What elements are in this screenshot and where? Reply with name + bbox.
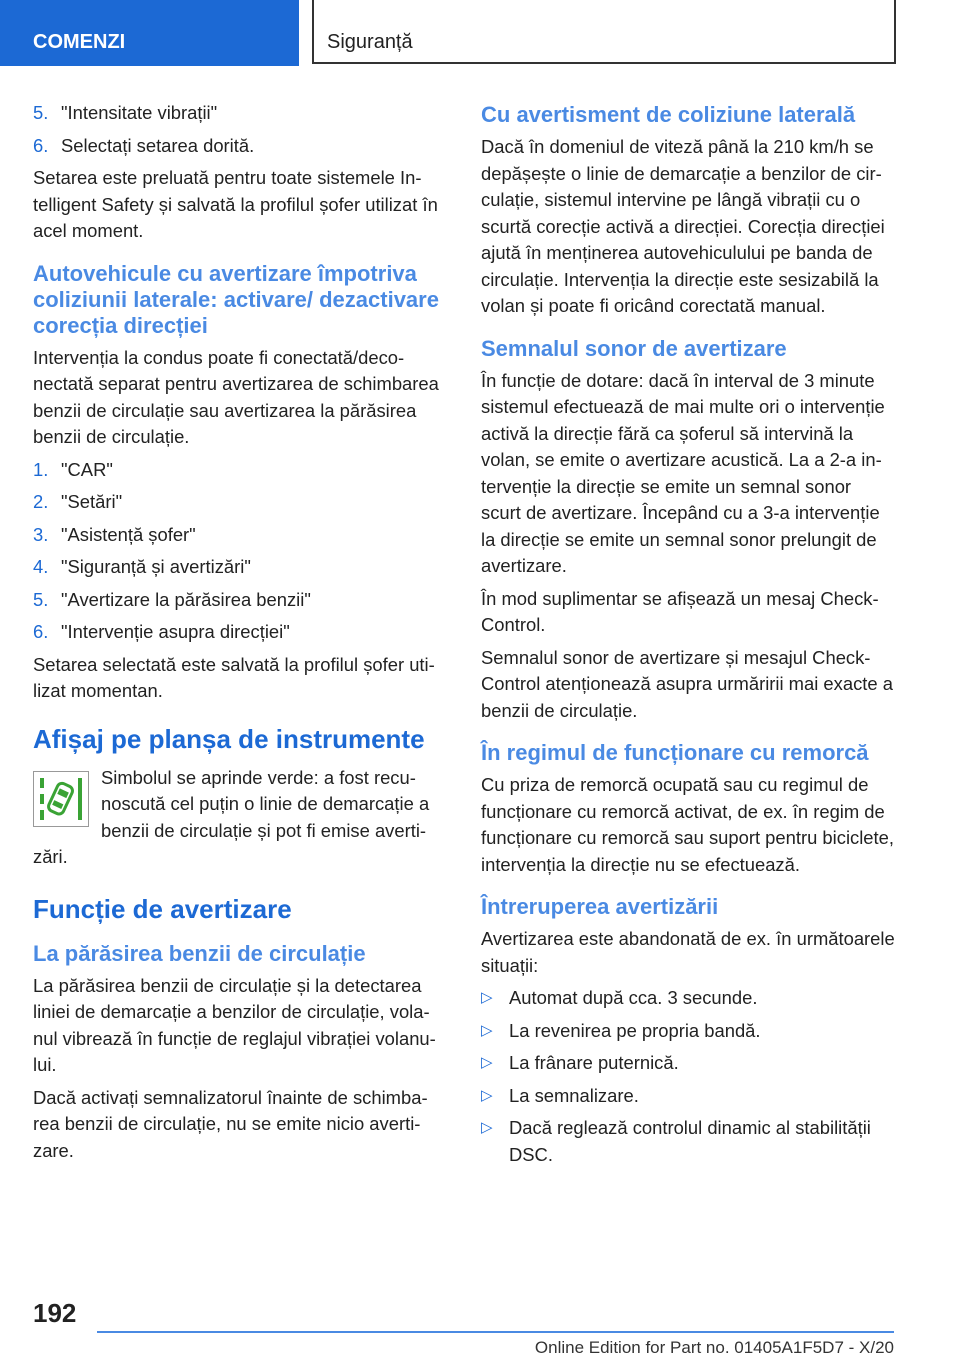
list-text: "Intensitate vibrații": [61, 102, 218, 123]
bullet-icon: ▷: [481, 989, 493, 1006]
paragraph: Setarea selectată este salvată la profilul șofer utilizat momentan.: [33, 653, 435, 701]
bullet-item: [481, 1083, 895, 1110]
edition-text: Online Edition for Part no. 01405A1F5D7 - X/20: [534, 1338, 894, 1357]
list-number: 3.: [33, 523, 49, 545]
paragraph: Simbolul se aprinde verde: a fost recunoscută cel puțin o linie de demarcație a benzii de circulație și pot fi emise avertizări.: [33, 766, 430, 867]
bullet-text: La revenirea pe propria bandă.: [509, 1019, 761, 1041]
bullet-item: [481, 1018, 895, 1045]
list-item: [33, 619, 447, 646]
list-number: 4.: [33, 556, 49, 577]
left-column: [33, 100, 447, 1170]
bullet-item: [481, 1050, 895, 1077]
paragraph: La părăsirea benzii de circulație și la detectarea liniei de demarcație a benzilor de circulație, volanul vibrează în funcție de reglajul vibrației volanului.: [33, 974, 436, 1075]
bullet-item: [481, 1115, 895, 1168]
heading-remorca: În regimul de funcționare cu remorcă: [481, 740, 869, 765]
bullet-icon: ▷: [481, 1119, 493, 1136]
right-column: [481, 100, 895, 1174]
bullet-text: La frânare puternică.: [509, 1052, 679, 1073]
bullet-text: Automat după cca. 3 secunde.: [509, 987, 758, 1008]
page-number: 192: [33, 1298, 77, 1328]
heading-autovehicule: Autovehicule cu avertizare împotriva coliziunii laterale: activare/ dezactivare corecția direcției: [33, 260, 439, 338]
list-text: Selectați setarea dorită.: [61, 134, 255, 156]
list-text: "Setări": [61, 491, 123, 512]
heading-afisaj: Afișaj pe planșa de instrumente: [33, 723, 425, 754]
heading-intrerupere: Întreruperea avertizării: [481, 894, 719, 919]
bullet-item: [481, 985, 895, 1012]
paragraph: În funcție de dotare: dacă în interval de 3 minute sistemul efectuează de mai multe ori o intervenție activă la direcție fără ca șoferul să intervină la volan, se emite o avertizare acustică. La a 2-a intervenție la direcție se emite un semnal sonor scurt de avertizare. Începând cu a 3-a intervenție la direcție se emite un semnal sonor prelungit de avertizare.: [481, 369, 885, 576]
bullet-icon: ▷: [481, 1086, 493, 1104]
list-text: "Asistență șofer": [61, 523, 196, 545]
list-item: [33, 133, 447, 160]
page-header: [0, 0, 960, 66]
paragraph: Semnalul sonor de avertizare și mesajul Check-Control atenționează asupra urmăririi mai exacte a benzii de circulație.: [481, 646, 893, 721]
list-number: 5.: [33, 588, 49, 610]
list-number: 5.: [33, 102, 49, 123]
paragraph: Avertizarea este abandonată de ex. în următoarele situații:: [481, 928, 895, 976]
footer-divider: [97, 1331, 894, 1333]
heading-semnal: Semnalul sonor de avertizare: [481, 335, 787, 361]
icon-paragraph: [33, 765, 447, 871]
list-item: [33, 554, 447, 581]
heading-functie: Funcție de avertizare: [33, 893, 292, 924]
list-item: [33, 587, 447, 614]
list-number: 6.: [33, 134, 49, 156]
list-number: 2.: [33, 491, 49, 512]
list-item: [33, 522, 447, 549]
list-text: "Intervenție asupra direcției": [61, 621, 290, 642]
heading-coliziune: Cu avertisment de coliziune laterală: [481, 102, 856, 127]
paragraph: Cu priza de remorcă ocupată sau cu regimul de funcționare cu remorcă activat, de ex. în regim de funcționare cu remorcă sau suport pentru biciclete, intervenția la direcție nu se efectuează.: [481, 774, 894, 875]
chapter-title: Siguranță: [312, 0, 896, 64]
paragraph: Setarea este preluată pentru toate sistemele Intelligent Safety și salvată la profilul șofer utilizat în acel moment.: [33, 167, 438, 241]
paragraph: În mod suplimentar se afișează un mesaj Check-Control.: [481, 587, 879, 635]
heading-parasire: La părăsirea benzii de circulație: [33, 940, 366, 966]
list-item: [33, 489, 447, 516]
bullet-text: La semnalizare.: [509, 1084, 639, 1106]
bullet-text: Dacă reglează controlul dinamic al stabilității DSC.: [509, 1117, 871, 1165]
list-item: [33, 457, 447, 484]
bullet-icon: ▷: [481, 1054, 493, 1071]
paragraph: Dacă activați semnalizatorul înainte de schimbarea benzii de circulație, nu se emite nicio avertizare.: [33, 1086, 428, 1161]
list-text: "Siguranță și avertizări": [61, 556, 251, 577]
list-number: 6.: [33, 621, 49, 642]
list-item: [33, 100, 447, 127]
section-tab: COMENZI: [0, 0, 299, 66]
list-text: "CAR": [61, 458, 113, 480]
list-number: 1.: [33, 458, 49, 480]
lane-departure-icon: [33, 771, 89, 827]
bullet-icon: ▷: [481, 1021, 493, 1039]
paragraph: Dacă în domeniul de viteză până la 210 km/h se depășește o linie de demarcație a benzilor de circulație, sistemul intervine pe lângă vibrații cu o scurtă corecție activă a direcției. Corecția direcției ajută în menținerea autovehiculului pe banda de circulație. Intervenția la direcție este sesizabilă la volan și poate fi oricând corectată manual.: [481, 136, 885, 316]
list-text: "Avertizare la părăsirea benzii": [61, 588, 311, 610]
paragraph: Intervenția la condus poate fi conectată/deconectată separat pentru avertizarea de schimbarea benzii de circulație sau avertizarea la părăsirea benzii de circulație.: [33, 346, 439, 447]
